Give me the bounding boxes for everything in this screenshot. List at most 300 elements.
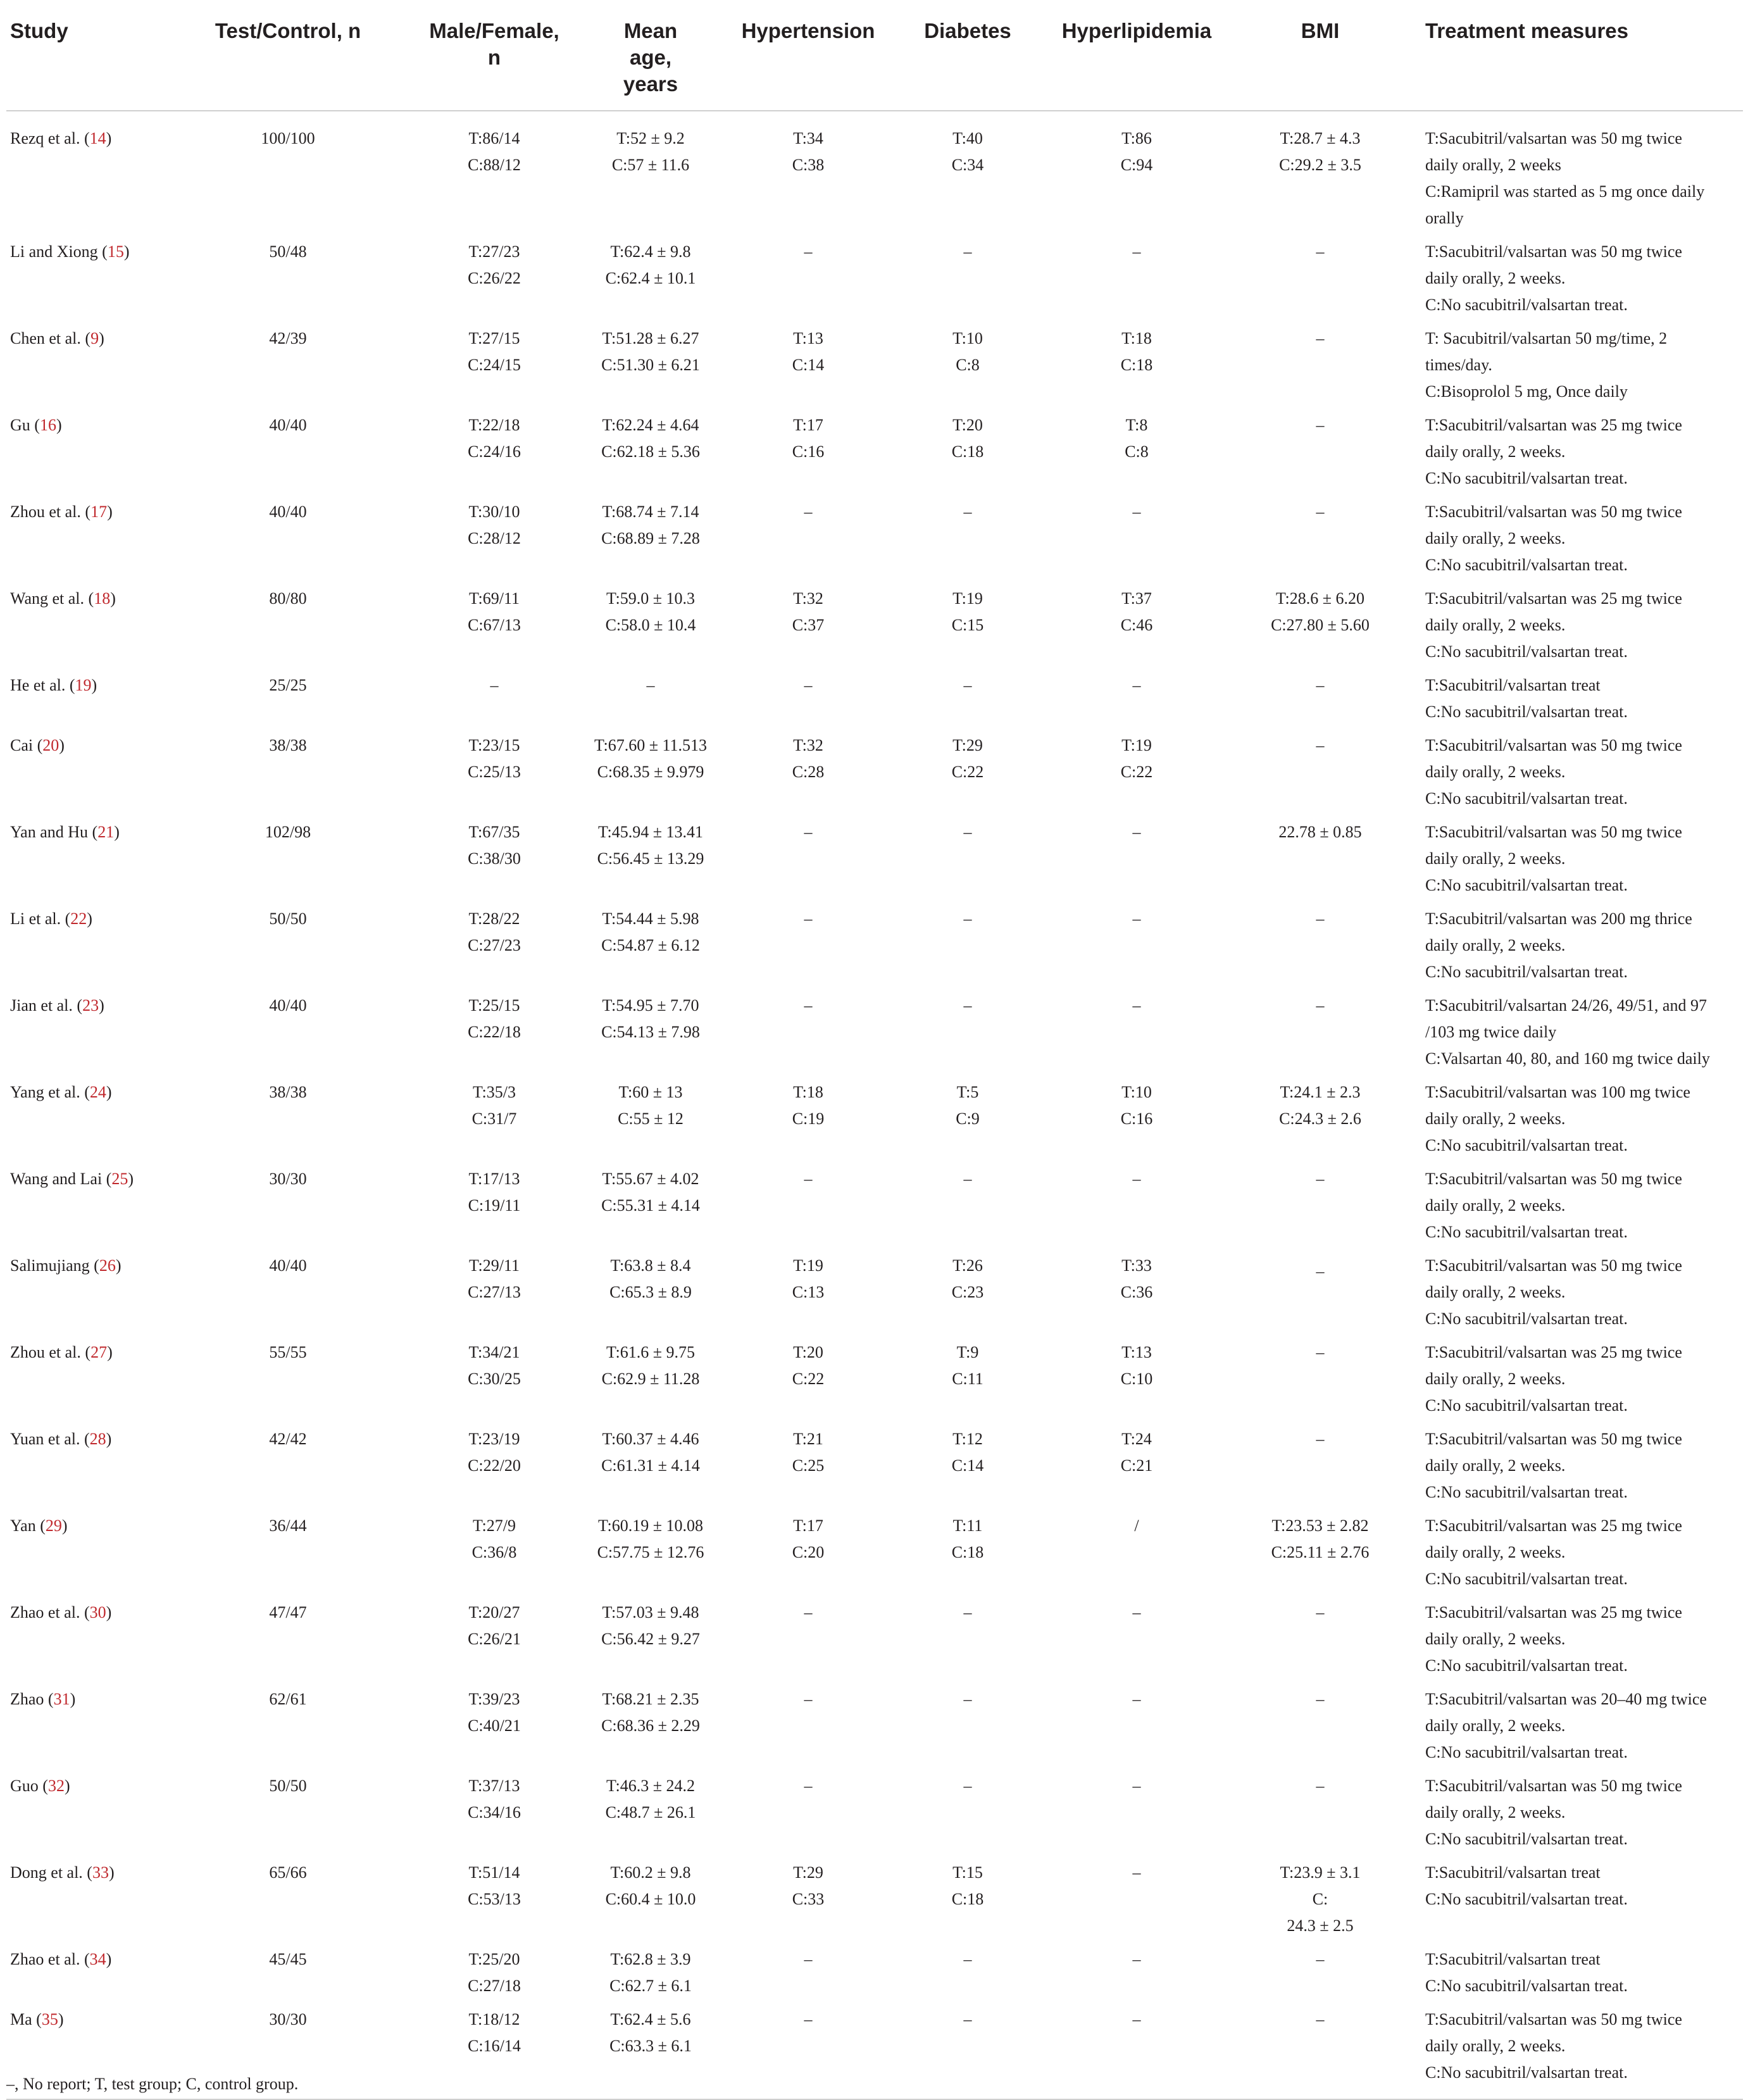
cell-study <box>6 325 153 412</box>
cell-mean-age: T:60.37 ± 4.46 C:61.31 ± 4.14 <box>601 1430 700 1475</box>
cell-male-female: T:30/10 C:28/12 <box>468 503 521 547</box>
cell-male-female: T:34/21 C:30/25 <box>468 1343 521 1388</box>
cell-hypertension: – <box>804 1603 813 1622</box>
cell-treatment-measures: T:Sacubitril/valsartan treat C:No sacubitril/valsartan treat. <box>1425 1950 1628 1995</box>
cell-hyperlipidemia: T:8 C:8 <box>1125 416 1149 461</box>
reference-link[interactable]: 21 <box>97 823 115 841</box>
cell-hypertension: T:17 C:20 <box>792 1516 825 1561</box>
reference-close-paren: ) <box>106 1430 112 1448</box>
cell-mean-age: T:45.94 ± 13.41 C:56.45 ± 13.29 <box>597 823 704 868</box>
table-body <box>6 111 1743 2099</box>
study-author: Guo ( <box>10 1777 48 1795</box>
header-mean-age: Mean age, years <box>566 11 735 111</box>
cell-hyperlipidemia: – <box>1132 823 1141 841</box>
cell-diabetes: T:20 C:18 <box>951 416 984 461</box>
cell-treatment-measures: T:Sacubitril/valsartan was 200 mg thrice daily orally, 2 weeks. C:No sacubitril/valsartan treat. <box>1425 909 1692 981</box>
cell-hyperlipidemia: – <box>1132 996 1141 1015</box>
reference-close-paren: ) <box>106 1950 112 1968</box>
cell-hypertension: – <box>804 242 813 261</box>
cell-hypertension: T:18 C:19 <box>792 1083 825 1128</box>
reference-link[interactable]: 18 <box>94 589 111 608</box>
reference-close-paren: ) <box>91 676 97 694</box>
header-test-control-n: Test/Control, n <box>153 11 423 111</box>
header-diabetes: Diabetes <box>881 11 1054 111</box>
cell-diabetes: T:5 C:9 <box>956 1083 980 1128</box>
cell-test-control-n: 38/38 <box>269 1083 307 1101</box>
cell-treatment-measures: T:Sacubitril/valsartan was 50 mg twice daily orally, 2 weeks. C:No sacubitril/valsartan treat. <box>1425 242 1682 314</box>
reference-link[interactable]: 16 <box>39 416 56 434</box>
cell-hypertension: – <box>804 1690 813 1708</box>
study-author: Yang et al. ( <box>10 1083 90 1101</box>
reference-close-paren: ) <box>99 996 104 1015</box>
cell-mean-age: T:62.24 ± 4.64 C:62.18 ± 5.36 <box>601 416 700 461</box>
cell-diabetes: – <box>963 1690 972 1708</box>
cell-hypertension: T:20 C:22 <box>792 1343 825 1388</box>
cell-mean-age: T:51.28 ± 6.27 C:51.30 ± 6.21 <box>601 329 700 374</box>
study-author: Yuan et al. ( <box>10 1430 90 1448</box>
cell-treatment-measures: T:Sacubitril/valsartan was 50 mg twice daily orally, 2 weeks. C:No sacubitril/valsartan treat. <box>1425 1256 1682 1328</box>
reference-close-paren: ) <box>106 129 112 147</box>
cell-diabetes: T:9 C:11 <box>952 1343 983 1388</box>
cell-male-female: T:37/13 C:34/16 <box>468 1777 521 1822</box>
study-author: Yan ( <box>10 1516 46 1535</box>
cell-test-control-n: 40/40 <box>269 996 307 1015</box>
cell-hyperlipidemia: T:10 C:16 <box>1120 1083 1153 1128</box>
cell-test-control-n: 100/100 <box>261 129 315 147</box>
header-bmi: BMI <box>1219 11 1421 111</box>
study-author: Wang et al. ( <box>10 589 94 608</box>
table-row <box>6 1686 1743 1773</box>
reference-link[interactable]: 9 <box>91 329 99 347</box>
cell-study <box>6 412 153 499</box>
cell-diabetes: T:11 C:18 <box>951 1516 984 1561</box>
cell-diabetes: – <box>963 503 972 521</box>
cell-diabetes: – <box>963 909 972 928</box>
cell-male-female: T:67/35 C:38/30 <box>468 823 521 868</box>
cell-hypertension: T:21 C:25 <box>792 1430 825 1475</box>
reference-close-paren: ) <box>108 1863 115 1882</box>
header-treatment-measures: Treatment measures <box>1421 11 1743 111</box>
cell-hyperlipidemia: T:33 C:36 <box>1120 1256 1153 1301</box>
table-header <box>6 11 1743 111</box>
cell-male-female: T:20/27 C:26/21 <box>468 1603 521 1648</box>
cell-male-female: T:51/14 C:53/13 <box>468 1863 521 1908</box>
cell-study <box>6 1686 153 1773</box>
cell-male-female: – <box>490 676 499 694</box>
reference-close-paren: ) <box>107 503 113 521</box>
cell-male-female: T:86/14 C:88/12 <box>468 129 521 174</box>
cell-hypertension: T:32 C:37 <box>792 589 825 634</box>
table-row <box>6 1166 1743 1253</box>
cell-mean-age: – <box>646 676 655 694</box>
cell-diabetes: – <box>963 1603 972 1622</box>
cell-treatment-measures: T:Sacubitril/valsartan treat C:No sacubitril/valsartan treat. <box>1425 1863 1628 1908</box>
table-row <box>6 906 1743 992</box>
cell-diabetes: – <box>963 996 972 1015</box>
header-study: Study <box>6 11 153 111</box>
study-characteristics-table <box>6 11 1743 2100</box>
cell-mean-age: T:57.03 ± 9.48 C:56.42 ± 9.27 <box>601 1603 700 1648</box>
reference-close-paren: ) <box>114 823 120 841</box>
header-hyperlipidemia: Hyperlipidemia <box>1054 11 1219 111</box>
table-row <box>6 111 1743 239</box>
cell-mean-age: T:54.95 ± 7.70 C:54.13 ± 7.98 <box>601 996 700 1041</box>
cell-bmi: 22.78 ± 0.85 <box>1278 823 1362 841</box>
cell-bmi: – <box>1316 242 1325 261</box>
reference-link[interactable]: 31 <box>53 1690 70 1708</box>
table-row <box>6 239 1743 325</box>
cell-treatment-measures: T:Sacubitril/valsartan was 50 mg twice daily orally, 2 weeks. C:No sacubitril/valsartan treat. <box>1425 1430 1682 1501</box>
cell-hyperlipidemia: – <box>1132 909 1141 928</box>
cell-diabetes: – <box>963 823 972 841</box>
study-author: Li et al. ( <box>10 909 71 928</box>
cell-hyperlipidemia: – <box>1132 1603 1141 1622</box>
cell-male-female: T:39/23 C:40/21 <box>468 1690 521 1735</box>
cell-male-female: T:27/15 C:24/15 <box>468 329 521 374</box>
table-row <box>6 1513 1743 1599</box>
cell-male-female: T:27/23 C:26/22 <box>468 242 521 287</box>
cell-mean-age: T:62.4 ± 5.6 C:63.3 ± 6.1 <box>566 2006 735 2099</box>
table-row <box>6 499 1743 585</box>
cell-hypertension: – <box>804 1950 813 1968</box>
cell-study <box>6 1946 153 2006</box>
reference-link[interactable]: 27 <box>91 1343 108 1361</box>
cell-hypertension: T:32 C:28 <box>792 736 825 781</box>
cell-diabetes: – <box>963 1170 972 1188</box>
cell-treatment-measures: T:Sacubitril/valsartan was 25 mg twice daily orally, 2 weeks. C:No sacubitril/valsartan treat. <box>1425 1516 1682 1588</box>
cell-study <box>6 1513 153 1599</box>
study-author: Wang and Lai ( <box>10 1170 112 1188</box>
table-row <box>6 1253 1743 1339</box>
study-author: Dong et al. ( <box>10 1863 92 1882</box>
cell-test-control-n: 55/55 <box>269 1343 307 1361</box>
cell-hypertension: – <box>804 1170 813 1188</box>
cell-bmi: T:23.9 ± 3.1 C: 24.3 ± 2.5 <box>1280 1863 1361 1935</box>
cell-diabetes: T:26 C:23 <box>951 1256 984 1301</box>
cell-treatment-measures: T:Sacubitril/valsartan was 50 mg twice daily orally, 2 weeks. C:No sacubitril/valsartan treat. <box>1425 736 1682 808</box>
cell-hyperlipidemia: T:18 C:18 <box>1120 329 1153 374</box>
cell-mean-age: T:67.60 ± 11.513 C:68.35 ± 9.979 <box>594 736 708 781</box>
cell-hypertension: – <box>804 823 813 841</box>
reference-link[interactable]: 20 <box>42 736 59 754</box>
header-hypertension: Hypertension <box>735 11 881 111</box>
cell-test-control-n: 40/40 <box>269 1256 307 1275</box>
cell-study <box>6 672 153 732</box>
reference-link[interactable]: 23 <box>82 996 99 1015</box>
cell-male-female: T:17/13 C:19/11 <box>468 1170 521 1215</box>
cell-bmi: – <box>1316 503 1325 521</box>
cell-bmi: – <box>1316 1430 1325 1448</box>
reference-link[interactable]: 26 <box>99 1256 116 1275</box>
cell-treatment-measures: T:Sacubitril/valsartan was 20–40 mg twice daily orally, 2 weeks. C:No sacubitril/valsartan treat. <box>1425 1690 1707 1761</box>
cell-study <box>6 1253 153 1339</box>
cell-study <box>6 1859 153 1946</box>
reference-close-paren: ) <box>58 2010 64 2028</box>
cell-treatment-measures: T:Sacubitril/valsartan was 25 mg twice daily orally, 2 weeks. C:No sacubitril/valsartan treat. <box>1425 1603 1682 1675</box>
cell-bmi: – <box>1219 2006 1421 2099</box>
cell-hypertension: – <box>804 676 813 694</box>
table-row <box>6 1426 1743 1513</box>
cell-hypertension: T:34 C:38 <box>792 129 825 174</box>
cell-mean-age: T:61.6 ± 9.75 C:62.9 ± 11.28 <box>601 1343 700 1388</box>
cell-mean-age: T:55.67 ± 4.02 C:55.31 ± 4.14 <box>601 1170 700 1215</box>
cell-mean-age: T:60.2 ± 9.8 C:60.4 ± 10.0 <box>605 1863 696 1908</box>
cell-study <box>6 585 153 672</box>
cell-hyperlipidemia: – <box>1132 1170 1141 1188</box>
cell-hypertension: – <box>804 996 813 1015</box>
cell-test-control-n: 50/48 <box>269 242 307 261</box>
study-author: Zhao et al. ( <box>10 1950 90 1968</box>
cell-study <box>6 1339 153 1426</box>
cell-test-control-n: 25/25 <box>269 676 307 694</box>
table-row <box>6 1946 1743 2006</box>
cell-hyperlipidemia: – <box>1132 1950 1141 1968</box>
study-author: Chen et al. ( <box>10 329 91 347</box>
cell-bmi: – <box>1316 416 1325 434</box>
cell-male-female: T:25/15 C:22/18 <box>468 996 521 1041</box>
cell-test-control-n: 62/61 <box>269 1690 307 1708</box>
cell-mean-age: T:46.3 ± 24.2 C:48.7 ± 26.1 <box>605 1777 696 1822</box>
reference-link[interactable]: 22 <box>70 909 87 928</box>
cell-hypertension: T:19 C:13 <box>792 1256 825 1301</box>
cell-hyperlipidemia: T:19 C:22 <box>1120 736 1153 781</box>
table-row <box>6 1773 1743 1859</box>
study-author: Salimujiang ( <box>10 1256 99 1275</box>
table-row <box>6 1859 1743 1946</box>
cell-test-control-n: 42/42 <box>269 1430 307 1448</box>
study-author: Ma ( <box>10 2010 42 2028</box>
cell-mean-age: T:60 ± 13 C:55 ± 12 <box>618 1083 684 1128</box>
cell-treatment-measures: T:Sacubitril/valsartan was 25 mg twice daily orally, 2 weeks. C:No sacubitril/valsartan treat. <box>1425 589 1682 661</box>
cell-bmi: – <box>1316 329 1325 347</box>
cell-male-female: T:28/22 C:27/23 <box>468 909 521 954</box>
cell-hyperlipidemia: T:13 C:10 <box>1120 1343 1153 1388</box>
study-author: Rezq et al. ( <box>10 129 90 147</box>
cell-study <box>6 1426 153 1513</box>
reference-link[interactable]: 34 <box>89 1950 106 1968</box>
cell-diabetes: T:29 C:22 <box>951 736 984 781</box>
cell-treatment-measures: T:Sacubitril/valsartan was 50 mg twice daily orally, 2 weeks. C:No sacubitril/valsartan treat. <box>1425 1777 1682 1848</box>
cell-study <box>6 1599 153 1686</box>
cell-treatment-measures: T:Sacubitril/valsartan treat C:No sacubitril/valsartan treat. <box>1425 676 1628 721</box>
reference-link[interactable]: 35 <box>41 2010 58 2028</box>
reference-link[interactable]: 19 <box>75 676 92 694</box>
cell-study <box>6 732 153 819</box>
cell-bmi: – <box>1316 676 1325 694</box>
cell-test-control-n: 102/98 <box>265 823 311 841</box>
cell-test-control-n: 42/39 <box>269 329 307 347</box>
reference-close-paren: ) <box>123 242 130 261</box>
cell-bmi: T:23.53 ± 2.82 C:25.11 ± 2.76 <box>1271 1516 1370 1561</box>
reference-close-paren: ) <box>99 329 104 347</box>
cell-male-female: T:18/12 C:16/14 <box>423 2006 566 2099</box>
cell-treatment-measures: T:Sacubitril/valsartan was 25 mg twice daily orally, 2 weeks. C:No sacubitril/valsartan treat. <box>1425 416 1682 487</box>
table-row <box>6 992 1743 1079</box>
cell-study <box>6 499 153 585</box>
cell-treatment-measures: T:Sacubitril/valsartan 24/26, 49/51, and 97 /103 mg twice daily C:Valsartan 40, 80, and 160 mg twice daily <box>1425 996 1710 1068</box>
cell-diabetes: T:19 C:15 <box>951 589 984 634</box>
reference-close-paren: ) <box>87 909 92 928</box>
cell-diabetes: – <box>881 2006 1054 2099</box>
reference-link[interactable]: 28 <box>89 1430 106 1448</box>
reference-close-paren: ) <box>106 1083 112 1101</box>
cell-hyperlipidemia: – <box>1132 676 1141 694</box>
cell-treatment-measures: T:Sacubitril/valsartan was 25 mg twice daily orally, 2 weeks. C:No sacubitril/valsartan treat. <box>1425 1343 1682 1415</box>
cell-test-control-n: 30/30 <box>269 1170 307 1188</box>
reference-link[interactable]: 29 <box>45 1516 62 1535</box>
cell-study <box>6 1773 153 1859</box>
reference-link[interactable]: 15 <box>107 242 124 261</box>
cell-bmi: – <box>1316 1777 1325 1795</box>
cell-male-female: T:27/9 C:36/8 <box>471 1516 517 1561</box>
study-author: Zhao et al. ( <box>10 1603 90 1622</box>
cell-treatment-measures: T:Sacubitril/valsartan was 50 mg twice daily orally, 2 weeks. C:No sacubitril/valsartan treat. <box>1425 823 1682 894</box>
cell-study <box>6 1079 153 1166</box>
cell-diabetes: T:12 C:14 <box>951 1430 984 1475</box>
cell-test-control-n: 36/44 <box>269 1516 307 1535</box>
cell-male-female: T:23/15 C:25/13 <box>468 736 521 781</box>
cell-hyperlipidemia: – <box>1054 2006 1219 2099</box>
table-row <box>6 1339 1743 1426</box>
cell-mean-age: T:63.8 ± 8.4 C:65.3 ± 8.9 <box>609 1256 692 1301</box>
cell-mean-age: T:60.19 ± 10.08 C:57.75 ± 12.76 <box>597 1516 704 1561</box>
reference-link[interactable]: 25 <box>111 1170 128 1188</box>
cell-hyperlipidemia: – <box>1132 1777 1141 1795</box>
study-author: Zhou et al. ( <box>10 503 91 521</box>
reference-close-paren: ) <box>59 736 65 754</box>
cell-mean-age: T:68.74 ± 7.14 C:68.89 ± 7.28 <box>601 503 700 547</box>
reference-close-paren: ) <box>115 1256 122 1275</box>
reference-link[interactable]: 14 <box>89 129 106 147</box>
study-author: Yan and Hu ( <box>10 823 98 841</box>
cell-test-control-n: 50/50 <box>269 909 307 928</box>
cell-hypertension: – <box>804 503 813 521</box>
cell-bmi: _ <box>1316 1256 1325 1275</box>
cell-bmi: – <box>1316 1603 1325 1622</box>
cell-hypertension: – <box>804 909 813 928</box>
cell-hyperlipidemia: – <box>1132 503 1141 521</box>
cell-bmi: – <box>1316 1170 1325 1188</box>
cell-hypertension: T:17 C:16 <box>792 416 825 461</box>
reference-link[interactable]: 33 <box>92 1863 109 1882</box>
cell-test-control-n: 45/45 <box>269 1950 307 1968</box>
reference-close-paren: ) <box>56 416 62 434</box>
cell-study <box>6 111 153 239</box>
cell-mean-age: T:68.21 ± 2.35 C:68.36 ± 2.29 <box>601 1690 700 1735</box>
cell-mean-age: T:54.44 ± 5.98 C:54.87 ± 6.12 <box>601 909 700 954</box>
cell-hypertension: – <box>735 2006 881 2099</box>
study-author: He et al. ( <box>10 676 75 694</box>
reference-link[interactable]: 30 <box>89 1603 106 1622</box>
cell-hyperlipidemia: T:86 C:94 <box>1120 129 1153 174</box>
cell-hyperlipidemia: – <box>1132 1863 1141 1882</box>
cell-diabetes: – <box>963 1777 972 1795</box>
cell-test-control-n: 47/47 <box>269 1603 307 1622</box>
reference-close-paren: ) <box>61 1516 68 1535</box>
cell-hyperlipidemia: / <box>1134 1516 1139 1535</box>
cell-test-control-n: 38/38 <box>269 736 307 754</box>
study-author: Jian et al. ( <box>10 996 83 1015</box>
study-author: Li and Xiong ( <box>10 242 108 261</box>
cell-mean-age: T:59.0 ± 10.3 C:58.0 ± 10.4 <box>605 589 696 634</box>
table-row <box>6 585 1743 672</box>
table-row <box>6 325 1743 412</box>
cell-diabetes: – <box>963 676 972 694</box>
cell-study <box>6 239 153 325</box>
table-row <box>6 1079 1743 1166</box>
table-row <box>6 1599 1743 1686</box>
study-author: Zhou et al. ( <box>10 1343 91 1361</box>
reference-link[interactable]: 24 <box>89 1083 106 1101</box>
table-row <box>6 819 1743 906</box>
reference-close-paren: ) <box>107 1343 113 1361</box>
header-row <box>6 11 1743 111</box>
study-author: Gu ( <box>10 416 40 434</box>
cell-male-female: T:35/3 C:31/7 <box>471 1083 517 1128</box>
cell-test-control-n: 80/80 <box>269 589 307 608</box>
cell-male-female: T:25/20 C:27/18 <box>468 1950 521 1995</box>
cell-bmi: – <box>1316 996 1325 1015</box>
cell-study <box>6 1166 153 1253</box>
cell-hyperlipidemia: T:24 C:21 <box>1120 1430 1153 1475</box>
cell-treatment-measures: T:Sacubitril/valsartan was 50 mg twice daily orally, 2 weeks C:Ramipril was started as 5 mg once daily orally <box>1425 129 1705 227</box>
study-author: Cai ( <box>10 736 43 754</box>
reference-link[interactable]: 32 <box>47 1777 65 1795</box>
cell-test-control-n: 40/40 <box>269 503 307 521</box>
cell-diabetes: – <box>963 242 972 261</box>
cell-hyperlipidemia: – <box>1132 242 1141 261</box>
cell-test-control-n: 30/30 <box>153 2006 423 2099</box>
cell-treatment-measures: T:Sacubitril/valsartan was 100 mg twice daily orally, 2 weeks. C:No sacubitril/valsartan treat. <box>1425 1083 1690 1154</box>
cell-study <box>6 819 153 906</box>
table-footnote: –, No report; T, test group; C, control group. <box>6 2075 299 2093</box>
header-male-female: Male/Female, n <box>423 11 566 111</box>
table-row <box>6 732 1743 819</box>
cell-test-control-n: 65/66 <box>269 1863 307 1882</box>
cell-hypertension: T:13 C:14 <box>792 329 825 374</box>
cell-bmi: – <box>1316 909 1325 928</box>
reference-close-paren: ) <box>70 1690 76 1708</box>
cell-mean-age: T:52 ± 9.2 C:57 ± 11.6 <box>611 129 690 174</box>
table-row <box>6 672 1743 732</box>
cell-male-female: T:29/11 C:27/13 <box>468 1256 521 1301</box>
cell-treatment-measures: T: Sacubitril/valsartan 50 mg/time, 2 times/day. C:Bisoprolol 5 mg, Once daily <box>1425 329 1668 401</box>
cell-bmi: – <box>1316 1343 1325 1361</box>
cell-hyperlipidemia: – <box>1132 1690 1141 1708</box>
cell-hypertension: T:29 C:33 <box>792 1863 825 1908</box>
cell-bmi: – <box>1316 1950 1325 1968</box>
cell-treatment-measures: T:Sacubitril/valsartan was 50 mg twice daily orally, 2 weeks. C:No sacubitril/valsartan treat. <box>1425 503 1682 574</box>
cell-mean-age: T:62.8 ± 3.9 C:62.7 ± 6.1 <box>609 1950 692 1995</box>
reference-close-paren: ) <box>64 1777 70 1795</box>
cell-diabetes: T:15 C:18 <box>951 1863 984 1908</box>
reference-link[interactable]: 17 <box>91 503 108 521</box>
cell-study <box>6 992 153 1079</box>
cell-male-female: T:22/18 C:24/16 <box>468 416 521 461</box>
cell-test-control-n: 40/40 <box>269 416 307 434</box>
cell-bmi: T:24.1 ± 2.3 C:24.3 ± 2.6 <box>1279 1083 1361 1128</box>
cell-bmi: T:28.6 ± 6.20 C:27.80 ± 5.60 <box>1271 589 1370 634</box>
table-row <box>6 412 1743 499</box>
cell-mean-age: T:62.4 ± 9.8 C:62.4 ± 10.1 <box>605 242 696 287</box>
cell-test-control-n: 50/50 <box>269 1777 307 1795</box>
cell-bmi: T:28.7 ± 4.3 C:29.2 ± 3.5 <box>1279 129 1361 174</box>
cell-male-female: T:23/19 C:22/20 <box>468 1430 521 1475</box>
study-author: Zhao ( <box>10 1690 54 1708</box>
reference-close-paren: ) <box>106 1603 112 1622</box>
reference-close-paren: ) <box>110 589 116 608</box>
cell-hypertension: – <box>804 1777 813 1795</box>
